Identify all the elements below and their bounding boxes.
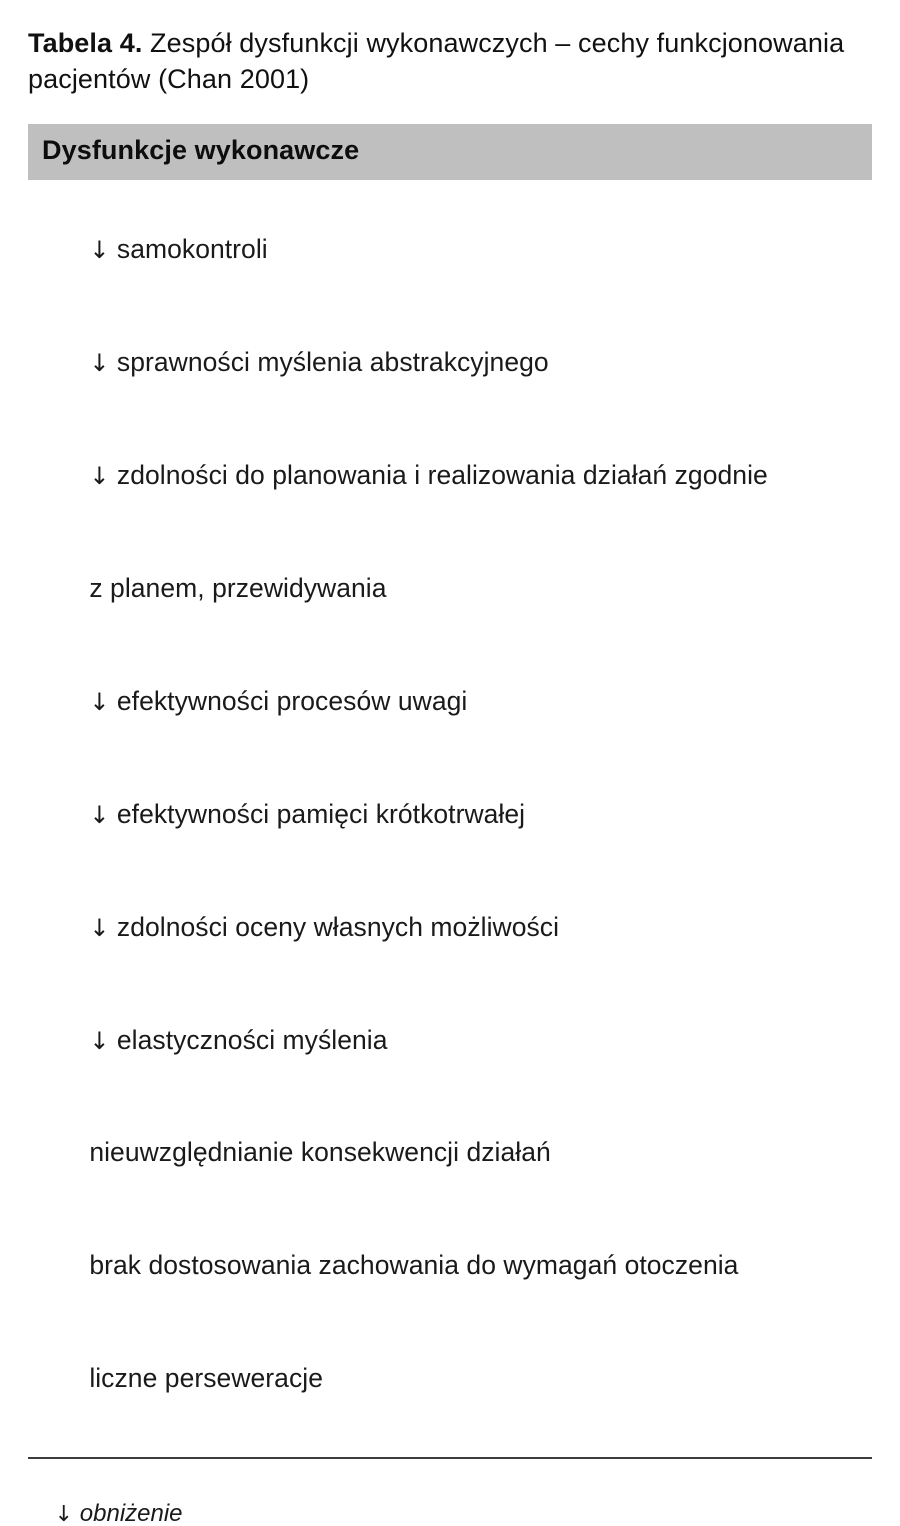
table-row-text: z planem, przewidywania	[89, 573, 387, 604]
table-row-text: efektywności pamięci krótkotrwałej	[109, 798, 526, 829]
table-row	[30, 532, 872, 645]
table-row	[30, 758, 872, 871]
table-row	[30, 984, 872, 1097]
table-row-text: zdolności do planowania i realizowania działań zgodnie	[109, 460, 768, 491]
table-row	[30, 1210, 872, 1323]
down-arrow-icon: ↓	[89, 236, 110, 265]
table-row-text: liczne perseweracje	[89, 1363, 323, 1394]
dysfunctions-table	[28, 124, 872, 1460]
table-row-text: zdolności oceny własnych możliwości	[109, 911, 560, 942]
table-row-text: efektywności procesów uwagi	[109, 685, 468, 716]
down-arrow-icon: ↓	[89, 349, 110, 378]
table-header-cell: Dysfunkcje wykonawcze	[42, 134, 360, 165]
table-row	[30, 194, 872, 307]
table-header-row	[28, 124, 872, 180]
table-row	[30, 1097, 872, 1210]
table-row-text: samokontroli	[109, 234, 268, 265]
footnote-text: obniżenie	[73, 1500, 183, 1526]
down-arrow-icon: ↓	[89, 913, 110, 942]
table-caption	[28, 26, 872, 98]
table-row-text: sprawności myślenia abstrakcyjnego	[109, 347, 549, 378]
table-row-text: brak dostosowania zachowania do wymagań otoczenia	[89, 1250, 739, 1281]
table-row	[30, 1323, 872, 1436]
table-bottom-rule	[28, 1457, 872, 1459]
table-row	[30, 645, 872, 758]
down-arrow-icon: ↓	[89, 1026, 110, 1055]
table-row	[30, 420, 872, 533]
table-footnote	[28, 1472, 872, 1526]
caption-text: Zespół dysfunkcji wykonawczych – cechy funkcjonowania pacjentów (Chan 2001)	[28, 28, 845, 94]
table-row-text: nieuwzględnianie konsekwencji działań	[89, 1137, 551, 1168]
down-arrow-icon: ↓	[54, 1502, 74, 1526]
table-row-text: elastyczności myślenia	[109, 1024, 388, 1055]
table-body	[28, 180, 872, 1446]
down-arrow-icon: ↓	[89, 687, 110, 716]
table-row	[30, 871, 872, 984]
down-arrow-icon: ↓	[89, 462, 110, 491]
down-arrow-icon: ↓	[89, 800, 110, 829]
caption-label: Tabela 4.	[28, 28, 143, 58]
table-row	[30, 307, 872, 420]
